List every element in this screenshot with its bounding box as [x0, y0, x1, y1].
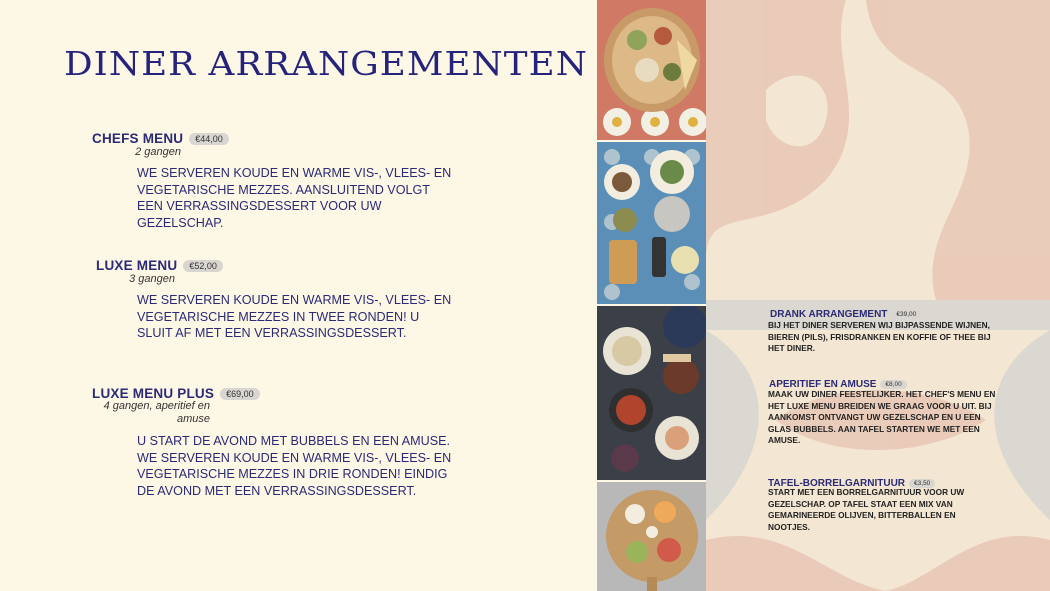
menu-description: WE SERVEREN KOUDE EN WARME VIS-, VLEES- EN VEGETARISCHE MEZZES IN TWEE RONDEN! U SLUIT AF MET EEN VERRASSINGSDESSERT.: [137, 293, 452, 341]
food-photo-board: [597, 482, 706, 591]
menu-name: LUXE MENU PLUS: [92, 386, 215, 402]
menu-courses: 3 gangen: [129, 273, 175, 285]
price-badge: €3,50: [909, 479, 935, 488]
price-badge: €52,00: [183, 260, 223, 272]
extra-name: TAFEL-BORRELGARNITUUR: [768, 478, 906, 490]
menu-description: U START DE AVOND MET BUBBELS EN EEN AMUSE. WE SERVEREN KOUDE EN WARME VIS-, VLEES- EN VEGETARISCHE MEZZES IN DRIE RONDEN! EINDIG DE AVOND MET EEN VERRASSINGSDESSERT.: [137, 434, 452, 498]
extra-description: MAAK UW DINER FEESTELIJKER. HET CHEF'S MENU EN HET LUXE MENU BREIDEN WE GRAAG VOOR U UIT. BIJ AANKOMST ONTVANGT UW GEZELSCHAP EN U EEN GLAS BUBBELS. AAN TAFEL STARTEN WE MET EEN AMUSE.: [768, 389, 996, 446]
menu-courses: 2 gangen: [135, 146, 181, 158]
price-badge: €39,00: [891, 310, 921, 319]
extra-description: START MET EEN BORRELGARNITUUR VOOR UW GEZELSCHAP. OP TAFEL STAAT EEN MIX VAN GEMARINEERDE OLIJVEN, BITTERBALLEN EN NOOTJES.: [768, 487, 965, 532]
menu-name: CHEFS MENU: [92, 131, 184, 147]
extra-name: APERITIEF EN AMUSE: [769, 379, 877, 391]
extra-description: BIJ HET DINER SERVEREN WIJ BIJPASSENDE WIJNEN, BIEREN (PILS), FRISDRANKEN EN KOFFIE OF THEE BIJ HET DINER.: [768, 320, 991, 354]
price-badge: €69,00: [220, 388, 260, 400]
price-badge: €44,00: [189, 133, 229, 145]
menu-name: LUXE MENU: [96, 258, 178, 274]
menu-courses: 4 gangen, aperitief en amuse: [103, 400, 210, 425]
food-photo-mezzes-blue: [597, 142, 706, 304]
extra-name: DRANK ARRANGEMENT: [770, 309, 888, 321]
food-photo-platter: [597, 0, 706, 140]
page-title: DINER ARRANGEMENTEN: [64, 44, 589, 83]
menu-description: WE SERVEREN KOUDE EN WARME VIS-, VLEES- EN VEGETARISCHE MEZZES. AANSLUITEND VOLGT EEN VERRASSINGSDESSERT VOOR UW GEZELSCHAP.: [137, 166, 452, 230]
price-badge: €8,00: [880, 380, 906, 389]
food-photo-dark-table: [597, 306, 706, 480]
